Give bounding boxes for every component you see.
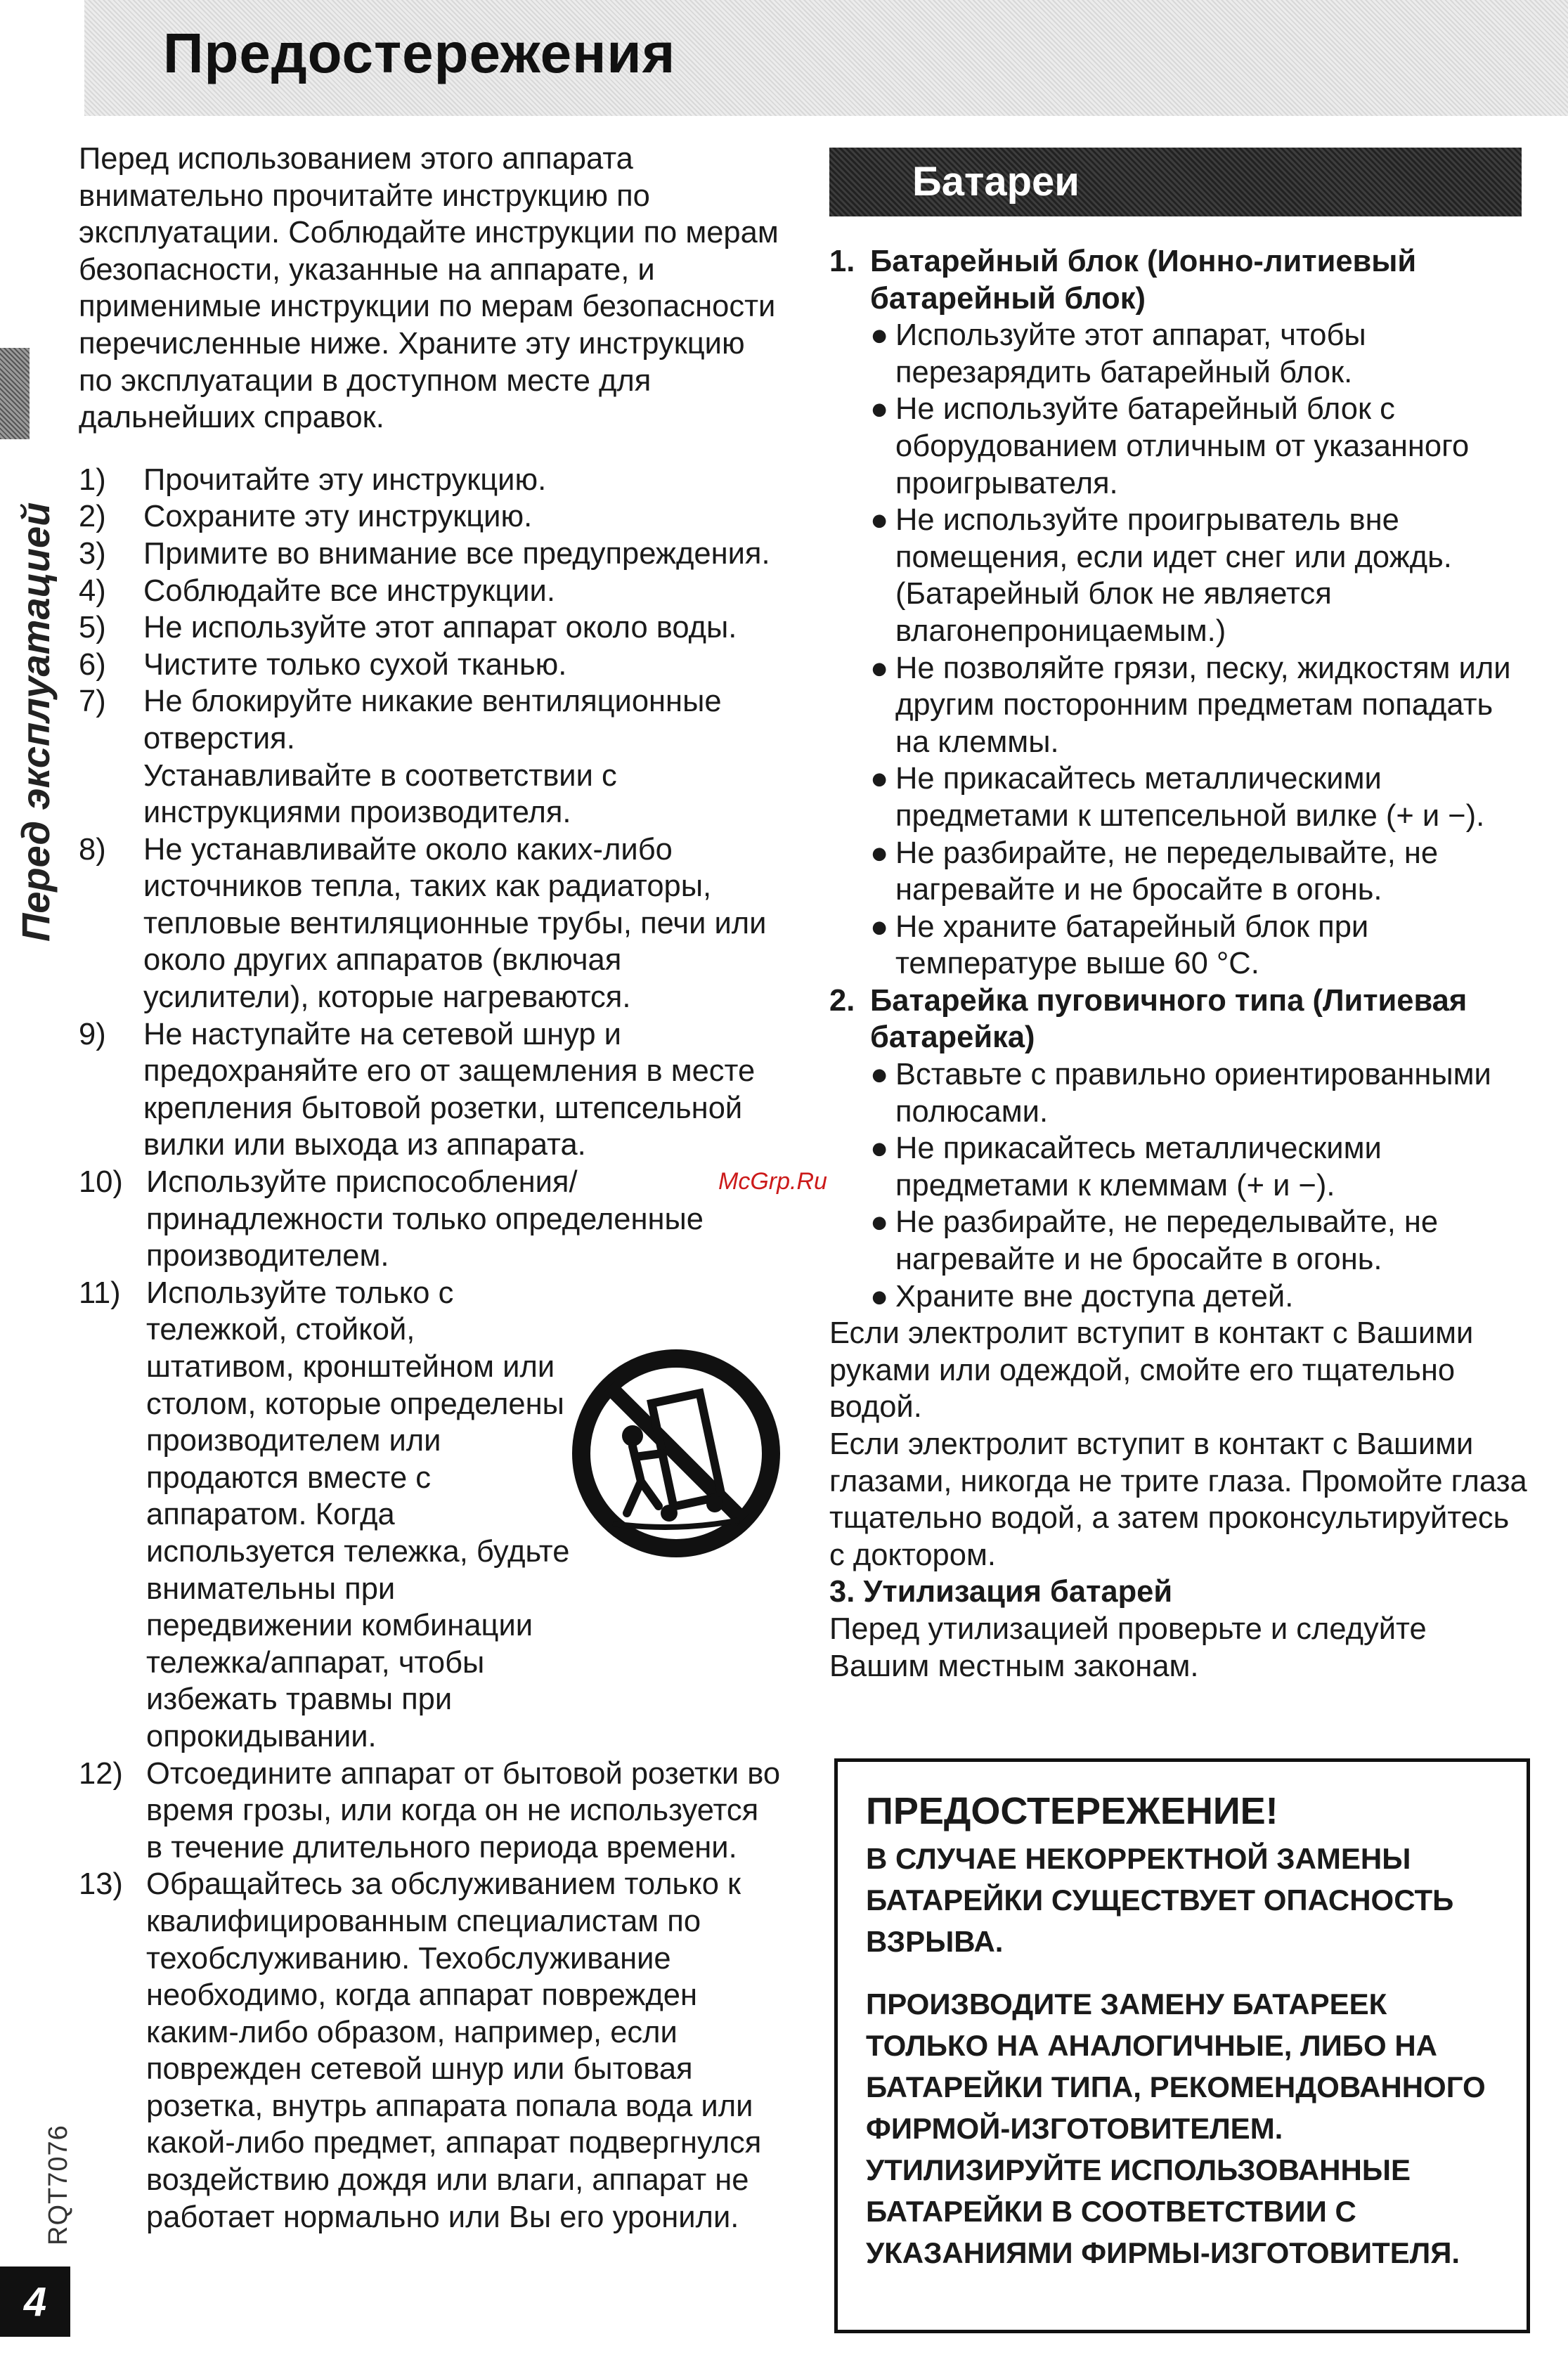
rule-number: 1) <box>79 462 106 497</box>
section-title-text: Батарейка пуговичного типа (Литиевая батарейка) <box>870 983 1467 1055</box>
list-item <box>829 317 1532 391</box>
list-item <box>79 683 782 831</box>
rule-text: Не используйте этот аппарат около воды. <box>143 611 737 645</box>
list-item <box>829 1056 1532 1130</box>
electrolyte-hands-text: Если электролит вступит в контакт с Вашими руками или одеждой, смойте его тщательно водой. <box>829 1316 1474 1425</box>
rule-number: 5) <box>79 611 106 645</box>
bullet-icon: ● <box>870 1131 889 1166</box>
rule-number: 11) <box>79 1276 121 1310</box>
rule-text: Прочитайте эту инструкцию. <box>143 462 547 497</box>
list-item <box>829 502 1532 649</box>
rule-text: Чистите только сухой тканью. <box>143 647 567 682</box>
rule-number: 7) <box>79 685 106 719</box>
rule-text: Примите во внимание все предупреждения. <box>143 536 770 571</box>
bullet-icon: ● <box>870 909 889 944</box>
bullet-text: Вставьте с правильно ориентированными полюсами. <box>895 1058 1491 1129</box>
page-title: Предостережения <box>163 22 676 84</box>
caution-box <box>834 1758 1530 2333</box>
rule-text: Не блокируйте никакие вентиляционные отверстия. <box>143 685 722 756</box>
rule-number: 10) <box>79 1165 123 1200</box>
rule-number: 6) <box>79 647 106 682</box>
rule-text: Используйте только с тележкой, стойкой, штативом, кронштейном или столом, которые определены производителем или продаются вместе с аппаратом. Когда используется тележка, будьте внимательны при передвижении комбинации тележка/аппарат, чтобы избежать травмы при опрокидывании. <box>146 1276 570 1753</box>
button-cell-section <box>829 983 1532 1315</box>
bullet-icon: ● <box>870 318 889 353</box>
rule-number: 2) <box>79 500 106 534</box>
right-column <box>829 148 1532 1685</box>
caution-explosion-text: В СЛУЧАЕ НЕКОРРЕКТНОЙ ЗАМЕНЫ БАТАРЕЙКИ СУЩЕСТВУЕТ ОПАСНОСТЬ ВЗРЫВА. <box>866 1842 1454 1958</box>
rule-number: 8) <box>79 832 106 867</box>
bullet-text: Не разбирайте, не переделывайте, не нагревайте и не бросайте в огонь. <box>895 836 1439 907</box>
bullet-text: Используйте этот аппарат, чтобы перезарядить батарейный блок. <box>895 318 1366 389</box>
list-item <box>829 835 1532 909</box>
battery-pack-bullets <box>829 317 1532 983</box>
bullet-icon: ● <box>870 836 889 870</box>
section-title <box>829 1574 1532 1611</box>
caution-title: ПРЕДОСТЕРЕЖЕНИЕ! <box>866 1790 1278 1832</box>
rule-text: Обращайтесь за обслуживанием только к квалифицированным специалистам по техобслуживанию. Техобслуживание необходимо, когда аппарат поврежден каким-либо образом, например, если поврежден сетевой шнур или бытовая розетка, внутрь аппарата попала вода или какой-либо предмет, аппарат подвергнулся воздействию дождя или влаги, аппарат не работает нормально или Вы его уронили. <box>146 1867 762 2234</box>
bullet-icon: ● <box>870 1279 889 1314</box>
list-item <box>829 1130 1532 1204</box>
disposal-section <box>829 1574 1532 1685</box>
list-item <box>79 831 782 1016</box>
rule-text: Сохраните эту инструкцию. <box>143 500 533 534</box>
left-column <box>79 141 782 2236</box>
bullet-text: Не прикасайтесь металлическими предметами к штепсельной вилке (+ и −). <box>895 762 1485 833</box>
bullet-text: Не позволяйте грязи, песку, жидкостям или другим посторонним предметам попадать на клеммы. <box>895 651 1511 759</box>
list-item <box>79 1164 782 1275</box>
list-item <box>829 391 1532 502</box>
list-item <box>79 647 782 684</box>
list-item <box>79 536 782 573</box>
list-item <box>79 1866 782 2236</box>
page-number: 4 <box>0 2267 70 2337</box>
list-item <box>79 1756 782 1867</box>
battery-pack-section <box>829 243 1532 983</box>
batteries-section-header: Батареи <box>829 148 1522 216</box>
section-title-text: Утилизация батарей <box>863 1575 1173 1609</box>
rule-text: Соблюдайте все инструкции. <box>143 573 555 608</box>
list-item <box>79 462 782 499</box>
section-title <box>829 243 1532 317</box>
list-item <box>829 650 1532 761</box>
list-item <box>829 760 1532 834</box>
no-cart-tipover-icon <box>571 1348 782 1559</box>
bullet-icon: ● <box>870 392 889 427</box>
bullet-icon: ● <box>870 1058 889 1092</box>
rule-number: 9) <box>79 1017 106 1051</box>
rule-number: 13) <box>79 1867 123 1902</box>
bullet-text: Не прикасайтесь металлическими предметами к клеммам (+ и −). <box>895 1131 1382 1202</box>
rule-subtext: Устанавливайте в соответствии с инструкциями производителя. <box>143 758 617 830</box>
bullet-icon: ● <box>870 651 889 685</box>
bullet-icon: ● <box>870 762 889 796</box>
side-tab-marker <box>0 348 30 439</box>
bullet-text: Не используйте батарейный блок с оборудованием отличным от указанного проигрывателя. <box>895 392 1470 500</box>
model-code: RQT7076 <box>44 2125 73 2245</box>
rule-text: Отсоедините аппарат от бытовой розетки во время грозы, или когда он не используется в течение длительного периода времени. <box>146 1756 781 1865</box>
list-item <box>829 909 1532 983</box>
intro-paragraph: Перед использованием этого аппарата внимательно прочитайте инструкцию по эксплуатации. Соблюдайте инструкции по мерам безопасности, указанные на аппарате, и применимые инструкции по мерам безопасности перечисленные ниже. Храните эту инструкцию по эксплуатации в доступном месте для дальнейших справок. <box>79 142 779 435</box>
button-cell-bullets <box>829 1056 1532 1315</box>
electrolyte-eyes-text: Если электролит вступит в контакт с Вашими глазами, никогда не трите глаза. Промойте глаза тщательно водой, а затем проконсультируйтесь с доктором. <box>829 1427 1527 1572</box>
list-item <box>829 1204 1532 1278</box>
rule-text: Используйте приспособления/ принадлежности только определенные производителем. <box>146 1165 704 1273</box>
section-title <box>829 983 1532 1056</box>
bullet-icon: ● <box>870 1205 889 1240</box>
section-title-text: Батарейный блок (Ионно-литиевый батарейный блок) <box>870 245 1417 316</box>
bullet-text: Храните вне доступа детей. <box>895 1279 1294 1314</box>
section-number: 2. <box>829 983 855 1018</box>
caution-replace-text: ПРОИЗВОДИТЕ ЗАМЕНУ БАТАРЕЕК ТОЛЬКО НА АНАЛОГИЧНЫЕ, ЛИБО НА БАТАРЕЙКИ ТИПА, РЕКОМЕНДОВАННОГО ФИРМОЙ-ИЗГОТОВИТЕЛЕМ. УТИЛИЗИРУЙТЕ ИСПОЛЬЗОВАННЫЕ БАТАРЕЙКИ В СООТВЕТСТВИИ С УКАЗАНИЯМИ ФИРМЫ-ИЗГОТОВИТЕЛЯ. <box>866 1987 1486 2269</box>
list-item <box>79 573 782 610</box>
watermark: McGrp.Ru <box>718 1168 827 1195</box>
side-tab-label: Перед эксплуатацией <box>13 502 58 942</box>
bullet-text: Не разбирайте, не переделывайте, не нагревайте и не бросайте в огонь. <box>895 1205 1439 1277</box>
cart-icon-graphic <box>571 1348 782 1559</box>
rule-text: Не наступайте на сетевой шнур и предохраняйте его от защемления в месте крепления бытовой розетки, штепсельной вилки или выхода из аппарата. <box>143 1017 756 1162</box>
bullet-text: Не храните батарейный блок при температуре выше 60 °C. <box>895 909 1369 981</box>
list-item <box>79 609 782 647</box>
list-item <box>79 498 782 536</box>
rule-number: 12) <box>79 1756 123 1791</box>
bullet-icon: ● <box>870 503 889 538</box>
disposal-text: Перед утилизацией проверьте и следуйте Вашим местным законам. <box>829 1611 1427 1683</box>
rule-text: Не устанавливайте около каких-либо источников тепла, таких как радиаторы, тепловые вентиляционные трубы, печи или около других аппаратов (включая усилители), которые нагреваются. <box>143 832 767 1015</box>
rule-number: 3) <box>79 536 106 571</box>
list-item <box>829 1278 1532 1316</box>
list-item <box>79 1016 782 1164</box>
rule-number: 4) <box>79 573 106 608</box>
section-number: 3. <box>829 1575 855 1609</box>
bullet-text: Не используйте проигрыватель вне помещения, если идет снег или дождь. (Батарейный блок не является влагонепроницаемым.) <box>895 503 1452 648</box>
section-number: 1. <box>829 245 855 278</box>
